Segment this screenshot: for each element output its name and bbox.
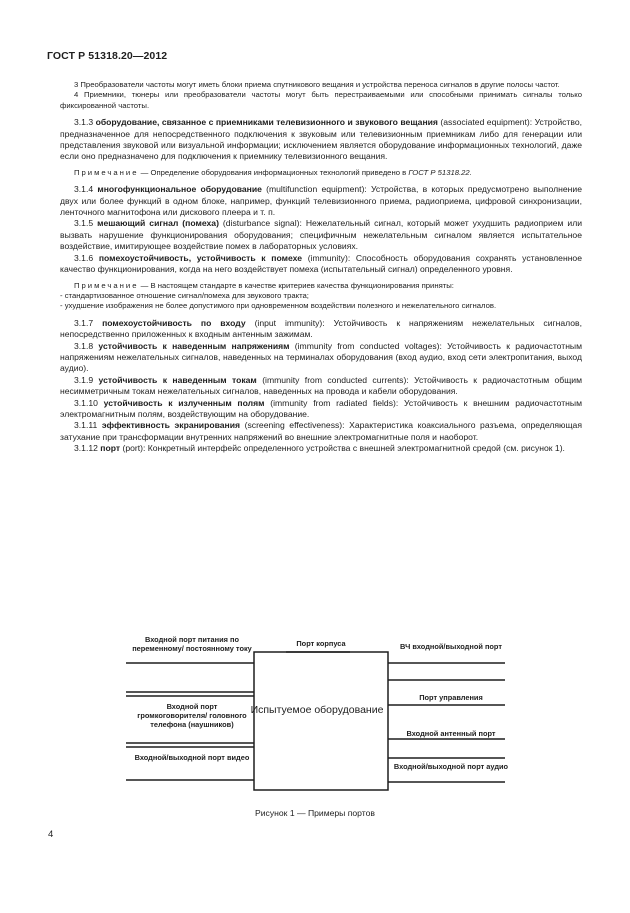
- equipment-box: [254, 652, 388, 790]
- clause-text: (port): Конкретный интерфейс определенного устройства с внешней электромагнитной средой (см. рисунок 1).: [122, 443, 565, 454]
- clause-number: 3.1.3: [74, 117, 94, 128]
- note-label: Примечание: [74, 280, 139, 290]
- clause-term: оборудование, связанное с приемниками телевизионного и звукового вещания: [95, 117, 438, 128]
- document-body: [60, 80, 582, 455]
- note-text: — В настоящем стандарте в качестве критериев качества функционирования приняты:: [138, 280, 454, 290]
- note-item: - ухудшение изображения не более допустимого при одновременном воздействии полезного и нежелательного сигналов.: [60, 301, 497, 311]
- clause-number: 3.1.10: [74, 397, 98, 408]
- clause-3-1-6: [60, 253, 582, 276]
- antenna-port-label: Входной антенный порт: [406, 729, 496, 738]
- clause-text: (immunity from conducted currents): Устойчивость к радиочастотным общим несимметричным токам нежелательных сигналов, наведенных на провода и кабели оборудования.: [60, 374, 583, 397]
- clause-number: 3.1.6: [74, 252, 94, 263]
- clause-text: (associated equipment): Устройство, предназначенное для непосредственного подключения к звуковым или телевизионным приемникам либо для генерации или представления звуковой или визуальной информации; исключением является оборудование информационных технологий, даже если оно предназначено для подключения к приемнику телевизионного вещания.: [60, 117, 582, 162]
- clause-number: 3.1.5: [74, 218, 94, 229]
- equipment-under-test-label: Испытуемое оборудование: [250, 704, 384, 716]
- figure-caption: Рисунок 1 — Примеры портов: [255, 808, 375, 818]
- note-criteria: [60, 281, 582, 291]
- clause-term: многофункциональное оборудование: [97, 184, 262, 195]
- note-it-equipment: [60, 168, 582, 178]
- clause-number: 3.1.12: [74, 443, 98, 454]
- clause-number: 3.1.11: [74, 420, 98, 431]
- clause-term: эффективность экранирования: [101, 420, 241, 431]
- clause-number: 3.1.9: [74, 374, 94, 385]
- clause-number: 3.1.8: [74, 340, 94, 351]
- clause-term: помехоустойчивость по входу: [102, 317, 246, 328]
- clause-term: устойчивость к излученным полям: [103, 397, 265, 408]
- clause-term: устойчивость к наведенным напряжениям: [98, 340, 290, 351]
- audio-port-label: Входной/выходной порт аудио: [393, 762, 509, 771]
- clause-3-1-3: [60, 117, 582, 163]
- clause-text: (immunity): Способность оборудования сохранять установленное качество функционирования, когда на него воздействует помеха (испытательный сигнал) определенного уровня.: [60, 252, 582, 275]
- clause-text: (disturbance signal): Нежелательный сигнал, который может ухудшить радиоприем или вызвать нарушение функционирования оборудования; специфичным нежелательным сигналом является испытательное воздействие, имитирующее воздействие помех в лабораторных условиях.: [60, 218, 583, 252]
- ports-diagram: [120, 630, 520, 795]
- note-4: 4 Приемники, тюнеры или преобразователи частоты могут быть перестраиваемыми или способными принимать сигналы только фиксированной частоты.: [60, 90, 582, 110]
- clause-text: (multifunction equipment): Устройства, в которых предусмотрено выполнение двух или более функций в одном блоке, например, функций телевизионного приема, радиоприема, цифровой синхронизации, ленточного магнитофона или дискового плеера и т. п.: [60, 184, 582, 218]
- clause-term: помехоустойчивость, устойчивость к помехе: [98, 252, 303, 263]
- enclosure-port-label: Порт корпуса: [296, 639, 346, 648]
- note-text: — Определение оборудования информационных технологий приведено в: [138, 167, 409, 177]
- clause-3-1-10: [60, 398, 582, 421]
- control-port-label: Порт управления: [419, 693, 483, 702]
- clause-term: порт: [100, 443, 121, 454]
- page-number: 4: [48, 829, 54, 840]
- clause-text: (immunity from radiated fields): Устойчивость к внешним радиочастотным электромагнитным полям, воздействующим на оборудование.: [60, 397, 582, 419]
- clause-text: (immunity from conducted voltages): Устойчивость к радиочастотным напряжениям нежелательных сигналов, наведенных на терминалах оборудования (вход аудио, вход сети электропитания, выход аудио).: [60, 340, 583, 374]
- rf-port-label: ВЧ входной/выходной порт: [400, 642, 502, 651]
- note-item: - стандартизованное отношение сигнал/помеха для звукового тракта;: [60, 290, 309, 300]
- video-port-label: Входной/выходной порт видео: [134, 753, 250, 762]
- clause-3-1-7: [60, 318, 582, 341]
- clause-3-1-5: [60, 218, 582, 252]
- clause-number: 3.1.7: [74, 317, 94, 328]
- clause-term: устойчивость к наведенным токам: [98, 374, 257, 385]
- clause-text: (screening effectiveness): Характеристика коаксиального разъема, определяющая затухание при трансформации внутренних напряжений во внешние электромагнитные поля и наоборот.: [60, 420, 582, 442]
- clause-3-1-4: [60, 184, 582, 218]
- power-port-label: Входной порт питания по переменному/ постоянному току: [132, 635, 252, 653]
- clause-3-1-8: [60, 341, 582, 375]
- clause-term: мешающий сигнал (помеха): [97, 218, 219, 229]
- clause-3-1-12: [60, 443, 582, 454]
- note-3: 3 Преобразователи частоты могут иметь блоки приема спутникового вещания и устройства переноса сигналов в другие полосы частот.: [74, 80, 560, 89]
- clause-3-1-11: [60, 420, 582, 443]
- clause-3-1-9: [60, 375, 582, 398]
- clause-text: (input immunity): Устойчивость к напряжениям нежелательных сигналов, непосредственно приложенных к входным антенным зажимам.: [60, 317, 583, 340]
- document-header: ГОСТ Р 51318.20—2012: [47, 50, 168, 62]
- speaker-port-label: Входной порт громкоговорителя/ головного телефона (наушников): [137, 702, 247, 729]
- note-reference: ГОСТ Р 51318.22.: [408, 167, 472, 177]
- clause-number: 3.1.4: [74, 184, 94, 195]
- note-label: Примечание: [74, 167, 139, 177]
